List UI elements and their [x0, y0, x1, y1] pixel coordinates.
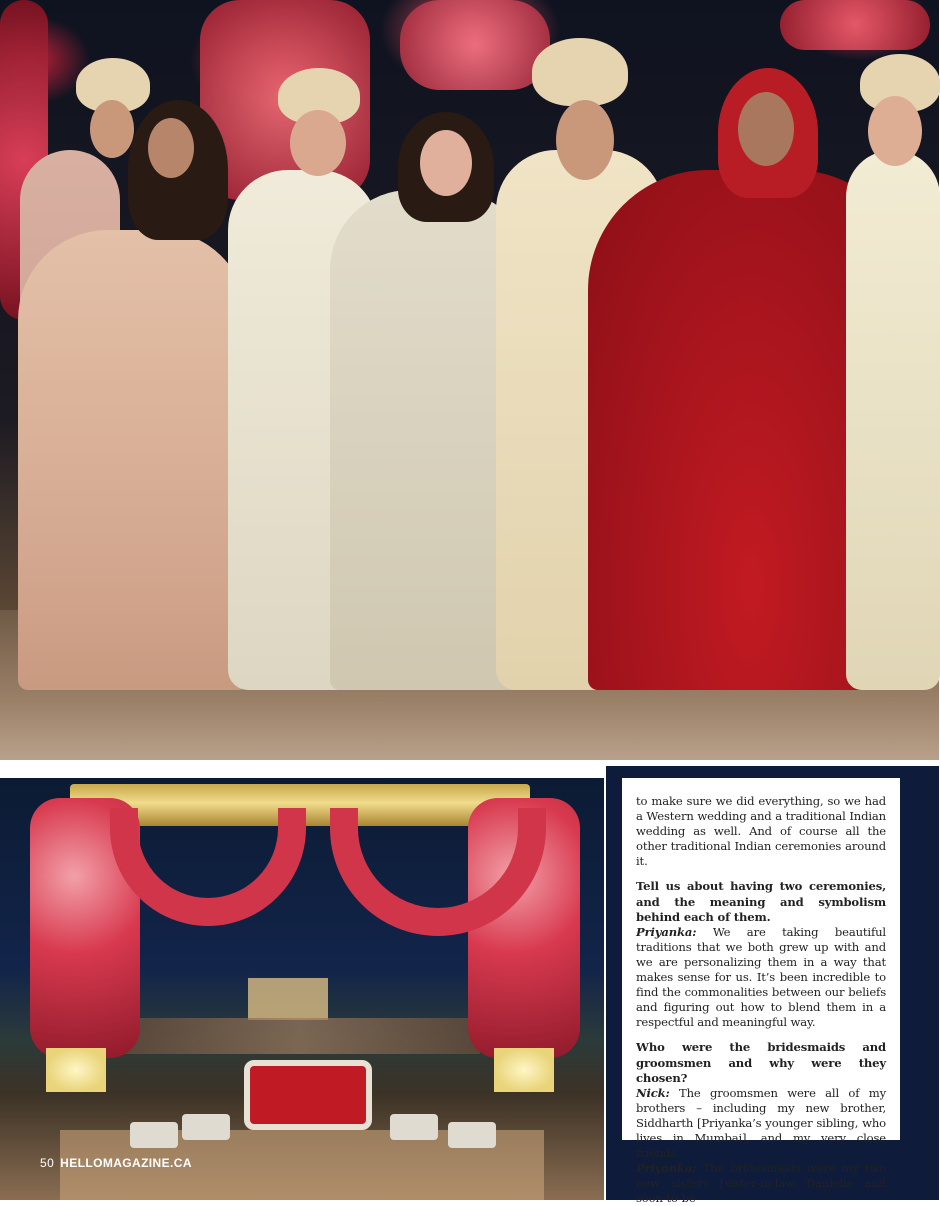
answer-2-text: The groomsmen were all of my brothers – including my new brother, Siddharth [Priyanka’s younger sibling, who lives in Mumbai], and my very close friends. — [636, 1085, 886, 1161]
head-7 — [868, 96, 922, 166]
head-1 — [90, 100, 134, 158]
flower-column-right — [400, 0, 550, 90]
background-pavilion — [248, 978, 328, 1020]
turban-5 — [532, 38, 628, 106]
stool-3 — [390, 1114, 438, 1140]
mandap-photo — [0, 778, 604, 1200]
head-5 — [556, 100, 614, 180]
page-footer — [40, 1156, 192, 1170]
speaker-label: Nick: — [636, 1085, 670, 1100]
stool-2 — [182, 1114, 230, 1140]
answer-2 — [636, 1086, 886, 1161]
publication-name: HELLOMAGAZINE.CA — [60, 1156, 192, 1170]
page-number: 50 — [40, 1156, 55, 1170]
background-crowd — [120, 1018, 480, 1054]
speaker-label: Priyanka: — [636, 924, 697, 939]
light-box-left — [46, 1048, 106, 1092]
head-6 — [738, 92, 794, 166]
answer-3-text: The bridesmaids were my two new sisters [sister-in-law Danielle and soon-to-be — [636, 1161, 886, 1206]
person-7 — [846, 150, 940, 690]
answer-1-text: We are taking beautiful traditions that we both grew up with and we are personalizing them in a way that makes sense for us. It’s been incredible to find the commonalities between our beliefs and figuring out how to blend them in a respectful and meaningful way. — [636, 924, 886, 1030]
head-4 — [420, 130, 472, 196]
head-3 — [290, 110, 346, 176]
answer-3 — [636, 1161, 886, 1206]
article-paragraph-1: to make sure we did everything, so we had a Western wedding and a traditional Indian wedding as well. And of course all the other traditional Indian ceremonies around it. — [636, 794, 886, 869]
stool-1 — [130, 1122, 178, 1148]
stool-4 — [448, 1122, 496, 1148]
question-1: Tell us about having two ceremonies, and the meaning and symbolism behind each of them. — [636, 879, 886, 924]
head-2 — [148, 118, 194, 178]
light-box-right — [494, 1048, 554, 1092]
person-2 — [18, 230, 248, 690]
article-text-box — [622, 778, 900, 1206]
speaker-label: Priyanka: — [636, 1161, 697, 1176]
answer-1 — [636, 925, 886, 1031]
question-2: Who were the bridesmaids and groomsmen and why were they chosen? — [636, 1040, 886, 1085]
red-sofa — [244, 1060, 372, 1130]
flower-cluster-top-right — [780, 0, 930, 50]
